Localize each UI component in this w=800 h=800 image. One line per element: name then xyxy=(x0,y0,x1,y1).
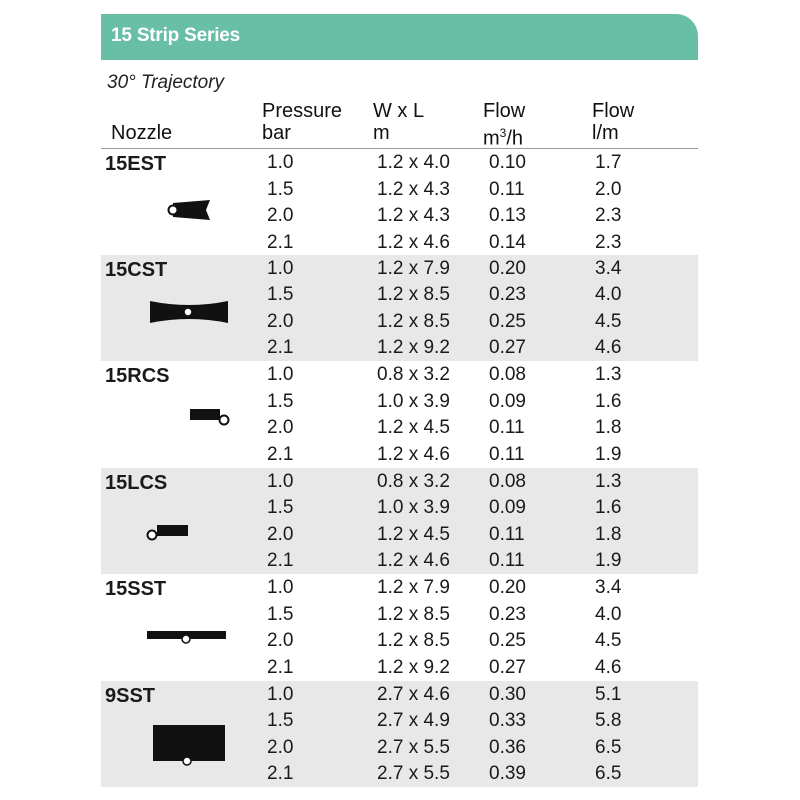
flow-m3h-cell: 0.11 xyxy=(489,443,525,465)
wl-cell: 2.7 x 5.5 xyxy=(377,763,450,785)
pressure-cell: 2.0 xyxy=(267,736,294,758)
pressure-cell: 1.0 xyxy=(267,577,294,598)
flow-m3h-cell: 0.08 xyxy=(489,470,526,492)
flow-m3h-cell: 0.25 xyxy=(489,630,526,652)
table-row xyxy=(101,737,698,764)
flow-lm-cell: 5.1 xyxy=(595,683,622,705)
flow-m3h-cell: 0.20 xyxy=(489,257,526,279)
table-header-band xyxy=(101,14,698,60)
table-row xyxy=(101,284,698,311)
wl-cell: 1.2 x 8.5 xyxy=(377,603,450,625)
flow-m3h-cell: 0.39 xyxy=(489,763,526,785)
flow-m3h-cell: 0.33 xyxy=(489,710,526,732)
pressure-cell: 2.1 xyxy=(267,656,294,678)
flow-m3h-cell: 0.09 xyxy=(489,497,526,519)
flow-m3h-cell: 0.09 xyxy=(489,390,526,412)
wl-cell: 1.2 x 4.0 xyxy=(377,152,450,173)
table-row xyxy=(101,417,698,444)
table-row xyxy=(101,763,698,790)
flow-m3h-cell: 0.25 xyxy=(489,310,526,332)
table-row xyxy=(101,258,698,285)
nozzle-header-label: Nozzle xyxy=(111,122,173,144)
flow2-header-label: Flow xyxy=(592,100,635,122)
pressure-unit-label: bar xyxy=(262,122,291,144)
wl-cell: 1.2 x 8.5 xyxy=(377,630,450,652)
nozzle-name: 15SST xyxy=(105,578,167,600)
wl-cell: 1.2 x 4.6 xyxy=(377,443,450,465)
table-row xyxy=(101,497,698,524)
column-header-nozzle xyxy=(111,122,172,144)
column-header-pressure xyxy=(262,100,342,144)
flow-m3h-cell: 0.14 xyxy=(489,231,526,253)
flow-m3h-cell: 0.10 xyxy=(489,152,526,173)
wl-cell: 2.7 x 4.6 xyxy=(377,683,450,705)
flow-lm-cell: 4.0 xyxy=(595,603,622,625)
table-row xyxy=(101,391,698,418)
nozzle-group xyxy=(101,468,698,574)
pressure-cell: 1.0 xyxy=(267,470,294,492)
flow-lm-unit-label: l/m xyxy=(592,122,619,144)
table-row xyxy=(101,577,698,604)
flow-m3h-cell: 0.11 xyxy=(489,178,525,200)
flow-m3h-cell: 0.08 xyxy=(489,364,526,385)
column-header-wl xyxy=(373,100,424,144)
flow-lm-cell: 1.3 xyxy=(595,470,622,492)
pressure-cell: 2.1 xyxy=(267,550,294,572)
trajectory-label: 30° Trajectory xyxy=(107,72,225,93)
column-header-flow-lm xyxy=(592,100,634,144)
wl-cell: 2.7 x 4.9 xyxy=(377,710,450,732)
table-row xyxy=(101,311,698,338)
table-row xyxy=(101,471,698,498)
nozzle-name: 9SST xyxy=(105,684,156,707)
nozzle-name: 15LCS xyxy=(105,471,168,494)
table-row xyxy=(101,657,698,684)
pressure-cell: 2.1 xyxy=(267,337,294,359)
flow-lm-cell: 4.6 xyxy=(595,337,622,359)
flow-lm-cell: 1.9 xyxy=(595,550,622,572)
flow-lm-cell: 3.4 xyxy=(595,257,622,279)
table-row xyxy=(101,684,698,711)
table-row xyxy=(101,630,698,657)
flow-m3h-cell: 0.13 xyxy=(489,205,526,227)
flow-lm-cell: 6.5 xyxy=(595,736,622,758)
nozzle-performance-table xyxy=(101,14,698,794)
pressure-cell: 1.0 xyxy=(267,683,294,705)
pressure-cell: 1.5 xyxy=(267,178,294,200)
table-row xyxy=(101,364,698,391)
pressure-cell: 1.5 xyxy=(267,603,294,625)
pressure-cell: 2.1 xyxy=(267,763,294,785)
flow-lm-cell: 1.8 xyxy=(595,523,622,545)
column-header-flow-m3h xyxy=(483,100,525,150)
nozzle-group xyxy=(101,361,698,467)
flow-header-label: Flow xyxy=(483,100,526,122)
flow-m3h-cell: 0.30 xyxy=(489,683,526,705)
flow-m3h-cell: 0.11 xyxy=(489,550,525,572)
wl-cell: 1.2 x 4.6 xyxy=(377,231,450,253)
wl-cell: 1.2 x 9.2 xyxy=(377,656,450,678)
wl-cell: 1.2 x 8.5 xyxy=(377,310,450,332)
pressure-cell: 1.0 xyxy=(267,257,294,279)
flow-lm-cell: 1.7 xyxy=(595,152,622,173)
wl-cell: 1.0 x 3.9 xyxy=(377,390,450,412)
table-row xyxy=(101,524,698,551)
nozzle-name: 15RCS xyxy=(105,365,170,387)
wl-cell: 1.2 x 4.3 xyxy=(377,178,450,200)
wl-cell: 1.2 x 4.3 xyxy=(377,205,450,227)
wl-cell: 1.2 x 9.2 xyxy=(377,337,450,359)
flow-m3h-cell: 0.36 xyxy=(489,736,526,758)
table-row xyxy=(101,205,698,232)
flow-lm-cell: 2.0 xyxy=(595,178,622,200)
flow-lm-cell: 4.5 xyxy=(595,310,622,332)
flow-lm-cell: 3.4 xyxy=(595,577,622,598)
pressure-cell: 1.0 xyxy=(267,364,294,385)
table-row xyxy=(101,604,698,631)
table-row xyxy=(101,710,698,737)
table-row xyxy=(101,152,698,179)
table-row xyxy=(101,179,698,206)
flow-lm-cell: 4.0 xyxy=(595,284,622,306)
wl-cell: 0.8 x 3.2 xyxy=(377,470,450,492)
pressure-cell: 2.0 xyxy=(267,417,294,439)
pressure-header-label: Pressure xyxy=(262,100,343,122)
wl-cell: 1.2 x 4.5 xyxy=(377,523,450,545)
flow-m3h-cell: 0.20 xyxy=(489,577,526,598)
nozzle-name: 15EST xyxy=(105,153,167,175)
flow-m3h-cell: 0.11 xyxy=(489,417,525,439)
wl-header-label: W x L xyxy=(373,100,425,122)
flow-lm-cell: 1.6 xyxy=(595,390,622,412)
pressure-cell: 1.5 xyxy=(267,497,294,519)
pressure-cell: 1.0 xyxy=(267,152,294,173)
nozzle-group xyxy=(101,255,698,361)
wl-cell: 1.2 x 4.5 xyxy=(377,417,450,439)
nozzle-group xyxy=(101,681,698,787)
flow-lm-cell: 2.3 xyxy=(595,205,622,227)
table-row xyxy=(101,444,698,471)
table-title: 15 Strip Series xyxy=(111,25,241,46)
flow-lm-cell: 2.3 xyxy=(595,231,622,253)
flow-m3h-cell: 0.23 xyxy=(489,603,526,625)
pressure-cell: 2.0 xyxy=(267,310,294,332)
wl-cell: 1.0 x 3.9 xyxy=(377,497,450,519)
flow-lm-cell: 4.6 xyxy=(595,656,622,678)
flow-m3h-cell: 0.11 xyxy=(489,523,525,545)
wl-cell: 2.7 x 5.5 xyxy=(377,736,450,758)
flow-lm-cell: 1.8 xyxy=(595,417,622,439)
table-row xyxy=(101,550,698,577)
pressure-cell: 2.1 xyxy=(267,231,294,253)
nozzle-group xyxy=(101,574,698,680)
nozzle-group xyxy=(101,148,698,255)
flow-m3h-cell: 0.23 xyxy=(489,284,526,306)
pressure-cell: 1.5 xyxy=(267,284,294,306)
wl-unit-label: m xyxy=(373,122,390,144)
pressure-cell: 1.5 xyxy=(267,390,294,412)
wl-cell: 1.2 x 8.5 xyxy=(377,284,450,306)
wl-cell: 1.2 x 7.9 xyxy=(377,577,450,598)
flow-lm-cell: 6.5 xyxy=(595,763,622,785)
pressure-cell: 2.0 xyxy=(267,205,294,227)
pressure-cell: 2.0 xyxy=(267,523,294,545)
nozzle-name: 15CST xyxy=(105,258,168,281)
pressure-cell: 2.1 xyxy=(267,443,294,465)
pressure-cell: 1.5 xyxy=(267,710,294,732)
table-row xyxy=(101,337,698,364)
wl-cell: 1.2 x 4.6 xyxy=(377,550,450,572)
pressure-cell: 2.0 xyxy=(267,630,294,652)
flow-m3h-cell: 0.27 xyxy=(489,656,526,678)
wl-cell: 0.8 x 3.2 xyxy=(377,364,450,385)
flow-lm-cell: 5.8 xyxy=(595,710,622,732)
flow-m3h-unit-label: $m^3/h$ xyxy=(483,126,524,150)
flow-lm-cell: 4.5 xyxy=(595,630,622,652)
flow-lm-cell: 1.3 xyxy=(595,364,622,385)
flow-lm-cell: 1.6 xyxy=(595,497,622,519)
wl-cell: 1.2 x 7.9 xyxy=(377,257,450,279)
flow-lm-cell: 1.9 xyxy=(595,443,622,465)
flow-m3h-cell: 0.27 xyxy=(489,337,526,359)
